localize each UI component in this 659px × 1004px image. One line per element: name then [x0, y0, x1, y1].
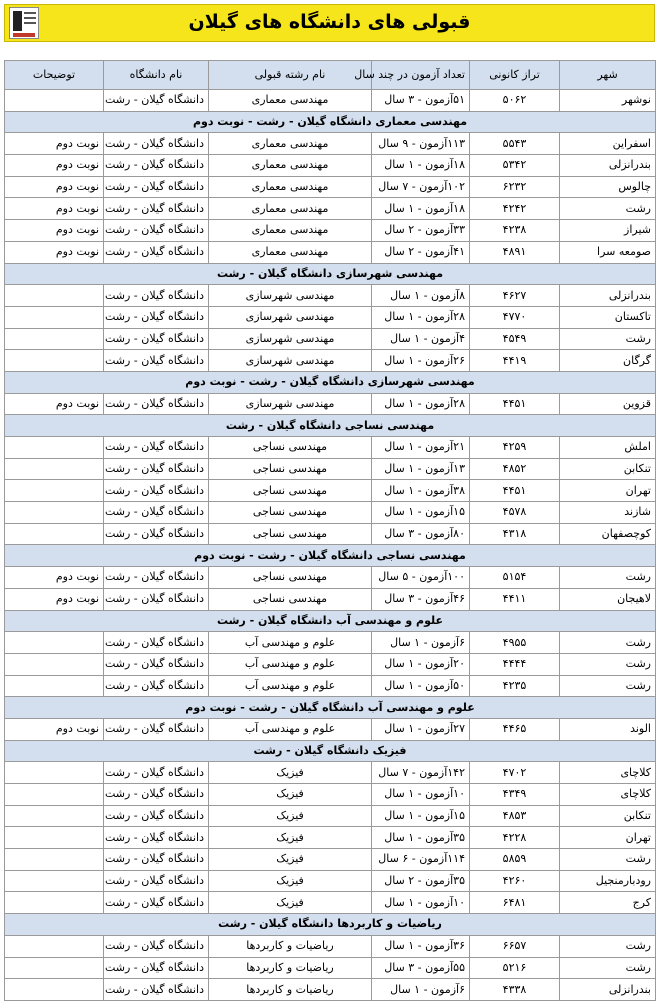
cell-university: دانشگاه گیلان - رشت: [104, 133, 209, 155]
table-row: [5, 306, 656, 328]
section-title: مهندسی نساجی دانشگاه گیلان - رشت: [5, 415, 656, 437]
cell-count: ۱۵آزمون - ۱ سال: [372, 805, 470, 827]
cell-university: دانشگاه گیلان - رشت: [104, 437, 209, 459]
cell-university: دانشگاه گیلان - رشت: [104, 306, 209, 328]
column-header-city: شهر: [560, 61, 656, 90]
cell-count: ۸آزمون - ۱ سال: [372, 285, 470, 307]
cell-score: ۵۱۵۴: [470, 567, 560, 589]
cell-count: ۳۳آزمون - ۲ سال: [372, 220, 470, 242]
cell-score: ۶۶۵۷: [470, 935, 560, 957]
cell-count: ۶آزمون - ۱ سال: [372, 979, 470, 1001]
cell-city: شازند: [560, 502, 656, 524]
cell-university: دانشگاه گیلان - رشت: [104, 935, 209, 957]
table-row: [5, 155, 656, 177]
cell-count: ۲۰آزمون - ۱ سال: [372, 653, 470, 675]
cell-score: ۵۸۵۹: [470, 849, 560, 871]
cell-university: دانشگاه گیلان - رشت: [104, 979, 209, 1001]
cell-count: ۵۱آزمون - ۳ سال: [372, 90, 470, 112]
cell-score: ۴۷۰۲: [470, 762, 560, 784]
cell-score: ۴۳۳۸: [470, 979, 560, 1001]
cell-major: مهندسی نساجی: [209, 523, 372, 545]
cell-major: علوم و مهندسی آب: [209, 675, 372, 697]
cell-score: ۴۲۳۸: [470, 220, 560, 242]
cell-notes: [5, 935, 104, 957]
table-row: [5, 979, 656, 1001]
section-title: مهندسی شهرسازی دانشگاه گیلان - رشت: [5, 263, 656, 285]
cell-count: ۱۳آزمون - ۱ سال: [372, 458, 470, 480]
cell-notes: [5, 632, 104, 654]
cell-score: ۴۸۵۲: [470, 458, 560, 480]
cell-major: مهندسی معماری: [209, 241, 372, 263]
cell-notes: [5, 523, 104, 545]
cell-count: ۴۶آزمون - ۳ سال: [372, 588, 470, 610]
cell-city: کوچصفهان: [560, 523, 656, 545]
cell-university: دانشگاه گیلان - رشت: [104, 762, 209, 784]
cell-major: مهندسی نساجی: [209, 437, 372, 459]
cell-count: ۲۸آزمون - ۱ سال: [372, 393, 470, 415]
cell-city: املش: [560, 437, 656, 459]
cell-major: مهندسی معماری: [209, 198, 372, 220]
cell-city: بندرانزلی: [560, 285, 656, 307]
cell-score: ۵۲۱۶: [470, 957, 560, 979]
cell-major: علوم و مهندسی آب: [209, 632, 372, 654]
cell-count: ۱۰آزمون - ۱ سال: [372, 892, 470, 914]
cell-count: ۱۱۳آزمون - ۹ سال: [372, 133, 470, 155]
cell-major: مهندسی نساجی: [209, 480, 372, 502]
cell-score: ۴۳۱۸: [470, 523, 560, 545]
cell-count: ۴۱آزمون - ۲ سال: [372, 241, 470, 263]
cell-notes: [5, 653, 104, 675]
cell-notes: [5, 827, 104, 849]
table-row: [5, 480, 656, 502]
page-title: قبولی های دانشگاه های گیلان: [188, 11, 471, 33]
cell-city: لاهیجان: [560, 588, 656, 610]
cell-count: ۶آزمون - ۱ سال: [372, 632, 470, 654]
cell-score: ۴۲۵۹: [470, 437, 560, 459]
cell-notes: نوبت دوم: [5, 198, 104, 220]
cell-major: مهندسی نساجی: [209, 458, 372, 480]
table-row: [5, 849, 656, 871]
cell-city: تاکستان: [560, 306, 656, 328]
cell-university: دانشگاه گیلان - رشت: [104, 849, 209, 871]
cell-notes: [5, 437, 104, 459]
column-header-score: تراز کانونی: [470, 61, 560, 90]
cell-city: رشت: [560, 328, 656, 350]
cell-score: ۴۴۵۱: [470, 480, 560, 502]
cell-notes: نوبت دوم: [5, 176, 104, 198]
cell-city: صومعه سرا: [560, 241, 656, 263]
cell-score: ۴۵۷۸: [470, 502, 560, 524]
cell-notes: [5, 762, 104, 784]
cell-count: ۱۸آزمون - ۱ سال: [372, 155, 470, 177]
cell-notes: [5, 979, 104, 1001]
cell-major: فیزیک: [209, 849, 372, 871]
cell-score: ۴۲۳۵: [470, 675, 560, 697]
column-header-notes: توضیحات: [5, 61, 104, 90]
cell-city: تهران: [560, 480, 656, 502]
cell-major: علوم و مهندسی آب: [209, 718, 372, 740]
cell-notes: نوبت دوم: [5, 393, 104, 415]
section-title: مهندسی نساجی دانشگاه گیلان - رشت - نوبت دوم: [5, 545, 656, 567]
cell-university: دانشگاه گیلان - رشت: [104, 957, 209, 979]
cell-major: مهندسی نساجی: [209, 502, 372, 524]
cell-city: کلاچای: [560, 762, 656, 784]
cell-notes: [5, 306, 104, 328]
cell-count: ۳۸آزمون - ۱ سال: [372, 480, 470, 502]
cell-notes: [5, 849, 104, 871]
cell-score: ۴۵۴۹: [470, 328, 560, 350]
cell-university: دانشگاه گیلان - رشت: [104, 502, 209, 524]
cell-major: مهندسی شهرسازی: [209, 328, 372, 350]
cell-university: دانشگاه گیلان - رشت: [104, 588, 209, 610]
cell-city: چالوس: [560, 176, 656, 198]
cell-notes: [5, 502, 104, 524]
cell-notes: [5, 285, 104, 307]
cell-notes: [5, 784, 104, 806]
section-title: مهندسی شهرسازی دانشگاه گیلان - رشت - نوبت دوم: [5, 371, 656, 393]
cell-city: رشت: [560, 567, 656, 589]
cell-count: ۸۰آزمون - ۳ سال: [372, 523, 470, 545]
table-row: [5, 892, 656, 914]
cell-major: ریاضیات و کاربردها: [209, 979, 372, 1001]
cell-major: مهندسی معماری: [209, 155, 372, 177]
table-row: [5, 198, 656, 220]
cell-notes: [5, 458, 104, 480]
cell-notes: [5, 90, 104, 112]
cell-count: ۳۶آزمون - ۱ سال: [372, 935, 470, 957]
cell-city: بندرانزلی: [560, 979, 656, 1001]
cell-major: مهندسی معماری: [209, 176, 372, 198]
section-header-row: [5, 415, 656, 437]
cell-score: ۴۴۱۹: [470, 350, 560, 372]
table-row: [5, 328, 656, 350]
cell-city: کرج: [560, 892, 656, 914]
cell-count: ۱۴۲آزمون - ۷ سال: [372, 762, 470, 784]
cell-count: ۱۰۰آزمون - ۵ سال: [372, 567, 470, 589]
cell-notes: [5, 328, 104, 350]
table-row: [5, 653, 656, 675]
cell-major: مهندسی شهرسازی: [209, 393, 372, 415]
cell-university: دانشگاه گیلان - رشت: [104, 870, 209, 892]
cell-count: ۴آزمون - ۱ سال: [372, 328, 470, 350]
table-row: [5, 285, 656, 307]
table-row: [5, 437, 656, 459]
cell-city: تهران: [560, 827, 656, 849]
table-row: [5, 870, 656, 892]
cell-city: کلاچای: [560, 784, 656, 806]
cell-notes: نوبت دوم: [5, 220, 104, 242]
table-row: [5, 675, 656, 697]
cell-score: ۴۲۴۲: [470, 198, 560, 220]
cell-score: ۵۳۴۲: [470, 155, 560, 177]
cell-university: دانشگاه گیلان - رشت: [104, 90, 209, 112]
cell-university: دانشگاه گیلان - رشت: [104, 567, 209, 589]
cell-university: دانشگاه گیلان - رشت: [104, 241, 209, 263]
table-row: [5, 393, 656, 415]
admissions-table: [4, 60, 656, 1001]
cell-count: ۱۵آزمون - ۱ سال: [372, 502, 470, 524]
cell-city: قزوین: [560, 393, 656, 415]
section-header-row: [5, 545, 656, 567]
cell-score: ۵۵۴۳: [470, 133, 560, 155]
cell-score: ۴۳۴۹: [470, 784, 560, 806]
table-row: [5, 458, 656, 480]
table-row: [5, 350, 656, 372]
table-row: [5, 502, 656, 524]
section-header-row: [5, 610, 656, 632]
cell-city: گرگان: [560, 350, 656, 372]
cell-major: مهندسی نساجی: [209, 567, 372, 589]
cell-university: دانشگاه گیلان - رشت: [104, 285, 209, 307]
cell-score: ۴۲۲۸: [470, 827, 560, 849]
cell-major: فیزیک: [209, 870, 372, 892]
cell-notes: نوبت دوم: [5, 133, 104, 155]
cell-count: ۳۵آزمون - ۱ سال: [372, 827, 470, 849]
cell-university: دانشگاه گیلان - رشت: [104, 827, 209, 849]
cell-count: ۱۱۴آزمون - ۶ سال: [372, 849, 470, 871]
cell-city: رشت: [560, 632, 656, 654]
cell-city: اسفراین: [560, 133, 656, 155]
cell-university: دانشگاه گیلان - رشت: [104, 480, 209, 502]
cell-university: دانشگاه گیلان - رشت: [104, 675, 209, 697]
cell-major: مهندسی شهرسازی: [209, 350, 372, 372]
cell-university: دانشگاه گیلان - رشت: [104, 632, 209, 654]
section-title: فیزیک دانشگاه گیلان - رشت: [5, 740, 656, 762]
cell-count: ۲۷آزمون - ۱ سال: [372, 718, 470, 740]
cell-major: علوم و مهندسی آب: [209, 653, 372, 675]
cell-city: رشت: [560, 675, 656, 697]
cell-count: ۱۰آزمون - ۱ سال: [372, 784, 470, 806]
table-row: [5, 805, 656, 827]
cell-notes: [5, 892, 104, 914]
cell-city: رشت: [560, 849, 656, 871]
section-title: ریاضیات و کاربردها دانشگاه گیلان - رشت: [5, 914, 656, 936]
cell-city: تنکابن: [560, 458, 656, 480]
cell-university: دانشگاه گیلان - رشت: [104, 784, 209, 806]
cell-score: ۴۷۷۰: [470, 306, 560, 328]
section-header-row: [5, 371, 656, 393]
table-row: [5, 241, 656, 263]
table-row: [5, 588, 656, 610]
cell-count: ۱۸آزمون - ۱ سال: [372, 198, 470, 220]
table-row: [5, 784, 656, 806]
cell-university: دانشگاه گیلان - رشت: [104, 523, 209, 545]
cell-notes: نوبت دوم: [5, 241, 104, 263]
cell-score: ۴۴۱۱: [470, 588, 560, 610]
cell-city: رشت: [560, 653, 656, 675]
section-header-row: [5, 111, 656, 133]
section-title: علوم و مهندسی آب دانشگاه گیلان - رشت: [5, 610, 656, 632]
cell-notes: نوبت دوم: [5, 155, 104, 177]
table-row: [5, 718, 656, 740]
cell-notes: [5, 480, 104, 502]
table-row: [5, 957, 656, 979]
section-title: علوم و مهندسی آب دانشگاه گیلان - رشت - نوبت دوم: [5, 697, 656, 719]
cell-notes: [5, 675, 104, 697]
table-row: [5, 567, 656, 589]
cell-university: دانشگاه گیلان - رشت: [104, 892, 209, 914]
cell-major: مهندسی معماری: [209, 90, 372, 112]
cell-major: ریاضیات و کاربردها: [209, 957, 372, 979]
cell-major: فیزیک: [209, 762, 372, 784]
cell-major: مهندسی معماری: [209, 133, 372, 155]
cell-count: ۵۰آزمون - ۱ سال: [372, 675, 470, 697]
cell-score: ۴۸۵۳: [470, 805, 560, 827]
cell-count: ۲۱آزمون - ۱ سال: [372, 437, 470, 459]
section-header-row: [5, 740, 656, 762]
cell-university: دانشگاه گیلان - رشت: [104, 198, 209, 220]
page-banner: [4, 4, 655, 42]
table-row: [5, 632, 656, 654]
cell-score: ۶۲۳۲: [470, 176, 560, 198]
cell-city: بندرانزلی: [560, 155, 656, 177]
table-row: [5, 827, 656, 849]
cell-notes: نوبت دوم: [5, 588, 104, 610]
cell-notes: نوبت دوم: [5, 718, 104, 740]
cell-score: ۴۴۴۴: [470, 653, 560, 675]
cell-city: رودبارمنجیل: [560, 870, 656, 892]
cell-city: نوشهر: [560, 90, 656, 112]
section-header-row: [5, 914, 656, 936]
section-title: مهندسی معماری دانشگاه گیلان - رشت - نوبت دوم: [5, 111, 656, 133]
cell-university: دانشگاه گیلان - رشت: [104, 458, 209, 480]
cell-university: دانشگاه گیلان - رشت: [104, 220, 209, 242]
cell-score: ۴۲۶۰: [470, 870, 560, 892]
column-header-university: نام دانشگاه: [104, 61, 209, 90]
cell-city: رشت: [560, 935, 656, 957]
column-header-major: نام رشته قبولی: [209, 61, 372, 90]
section-header-row: [5, 263, 656, 285]
cell-city: رشت: [560, 957, 656, 979]
section-header-row: [5, 697, 656, 719]
cell-score: ۴۴۵۱: [470, 393, 560, 415]
cell-score: ۴۶۲۷: [470, 285, 560, 307]
cell-score: ۴۸۹۱: [470, 241, 560, 263]
cell-notes: [5, 870, 104, 892]
cell-university: دانشگاه گیلان - رشت: [104, 328, 209, 350]
cell-major: مهندسی معماری: [209, 220, 372, 242]
table-row: [5, 90, 656, 112]
cell-major: فیزیک: [209, 805, 372, 827]
cell-university: دانشگاه گیلان - رشت: [104, 718, 209, 740]
cell-major: فیزیک: [209, 892, 372, 914]
cell-notes: [5, 957, 104, 979]
cell-score: ۵۰۶۲: [470, 90, 560, 112]
cell-major: فیزیک: [209, 827, 372, 849]
table-row: [5, 176, 656, 198]
cell-score: ۴۹۵۵: [470, 632, 560, 654]
cell-university: دانشگاه گیلان - رشت: [104, 805, 209, 827]
table-body: [5, 90, 656, 1001]
cell-city: شیراز: [560, 220, 656, 242]
table-row: [5, 523, 656, 545]
table-row: [5, 762, 656, 784]
cell-count: ۵۵آزمون - ۳ سال: [372, 957, 470, 979]
cell-count: ۳۵آزمون - ۲ سال: [372, 870, 470, 892]
column-header-count: تعداد آزمون در چند سال: [372, 61, 470, 90]
cell-university: دانشگاه گیلان - رشت: [104, 393, 209, 415]
table-row: [5, 935, 656, 957]
table-header-row: [5, 61, 656, 90]
cell-university: دانشگاه گیلان - رشت: [104, 176, 209, 198]
cell-city: الوند: [560, 718, 656, 740]
cell-count: ۲۶آزمون - ۱ سال: [372, 350, 470, 372]
cell-score: ۴۴۶۵: [470, 718, 560, 740]
cell-major: مهندسی شهرسازی: [209, 285, 372, 307]
table-row: [5, 133, 656, 155]
cell-major: فیزیک: [209, 784, 372, 806]
cell-count: ۲۸آزمون - ۱ سال: [372, 306, 470, 328]
cell-major: ریاضیات و کاربردها: [209, 935, 372, 957]
cell-notes: [5, 350, 104, 372]
table-row: [5, 220, 656, 242]
cell-score: ۶۴۸۱: [470, 892, 560, 914]
cell-university: دانشگاه گیلان - رشت: [104, 653, 209, 675]
cell-city: رشت: [560, 198, 656, 220]
cell-notes: نوبت دوم: [5, 567, 104, 589]
cell-university: دانشگاه گیلان - رشت: [104, 350, 209, 372]
cell-university: دانشگاه گیلان - رشت: [104, 155, 209, 177]
cell-major: مهندسی شهرسازی: [209, 306, 372, 328]
cell-count: ۱۰۲آزمون - ۷ سال: [372, 176, 470, 198]
cell-city: تنکابن: [560, 805, 656, 827]
cell-major: مهندسی نساجی: [209, 588, 372, 610]
cell-notes: [5, 805, 104, 827]
